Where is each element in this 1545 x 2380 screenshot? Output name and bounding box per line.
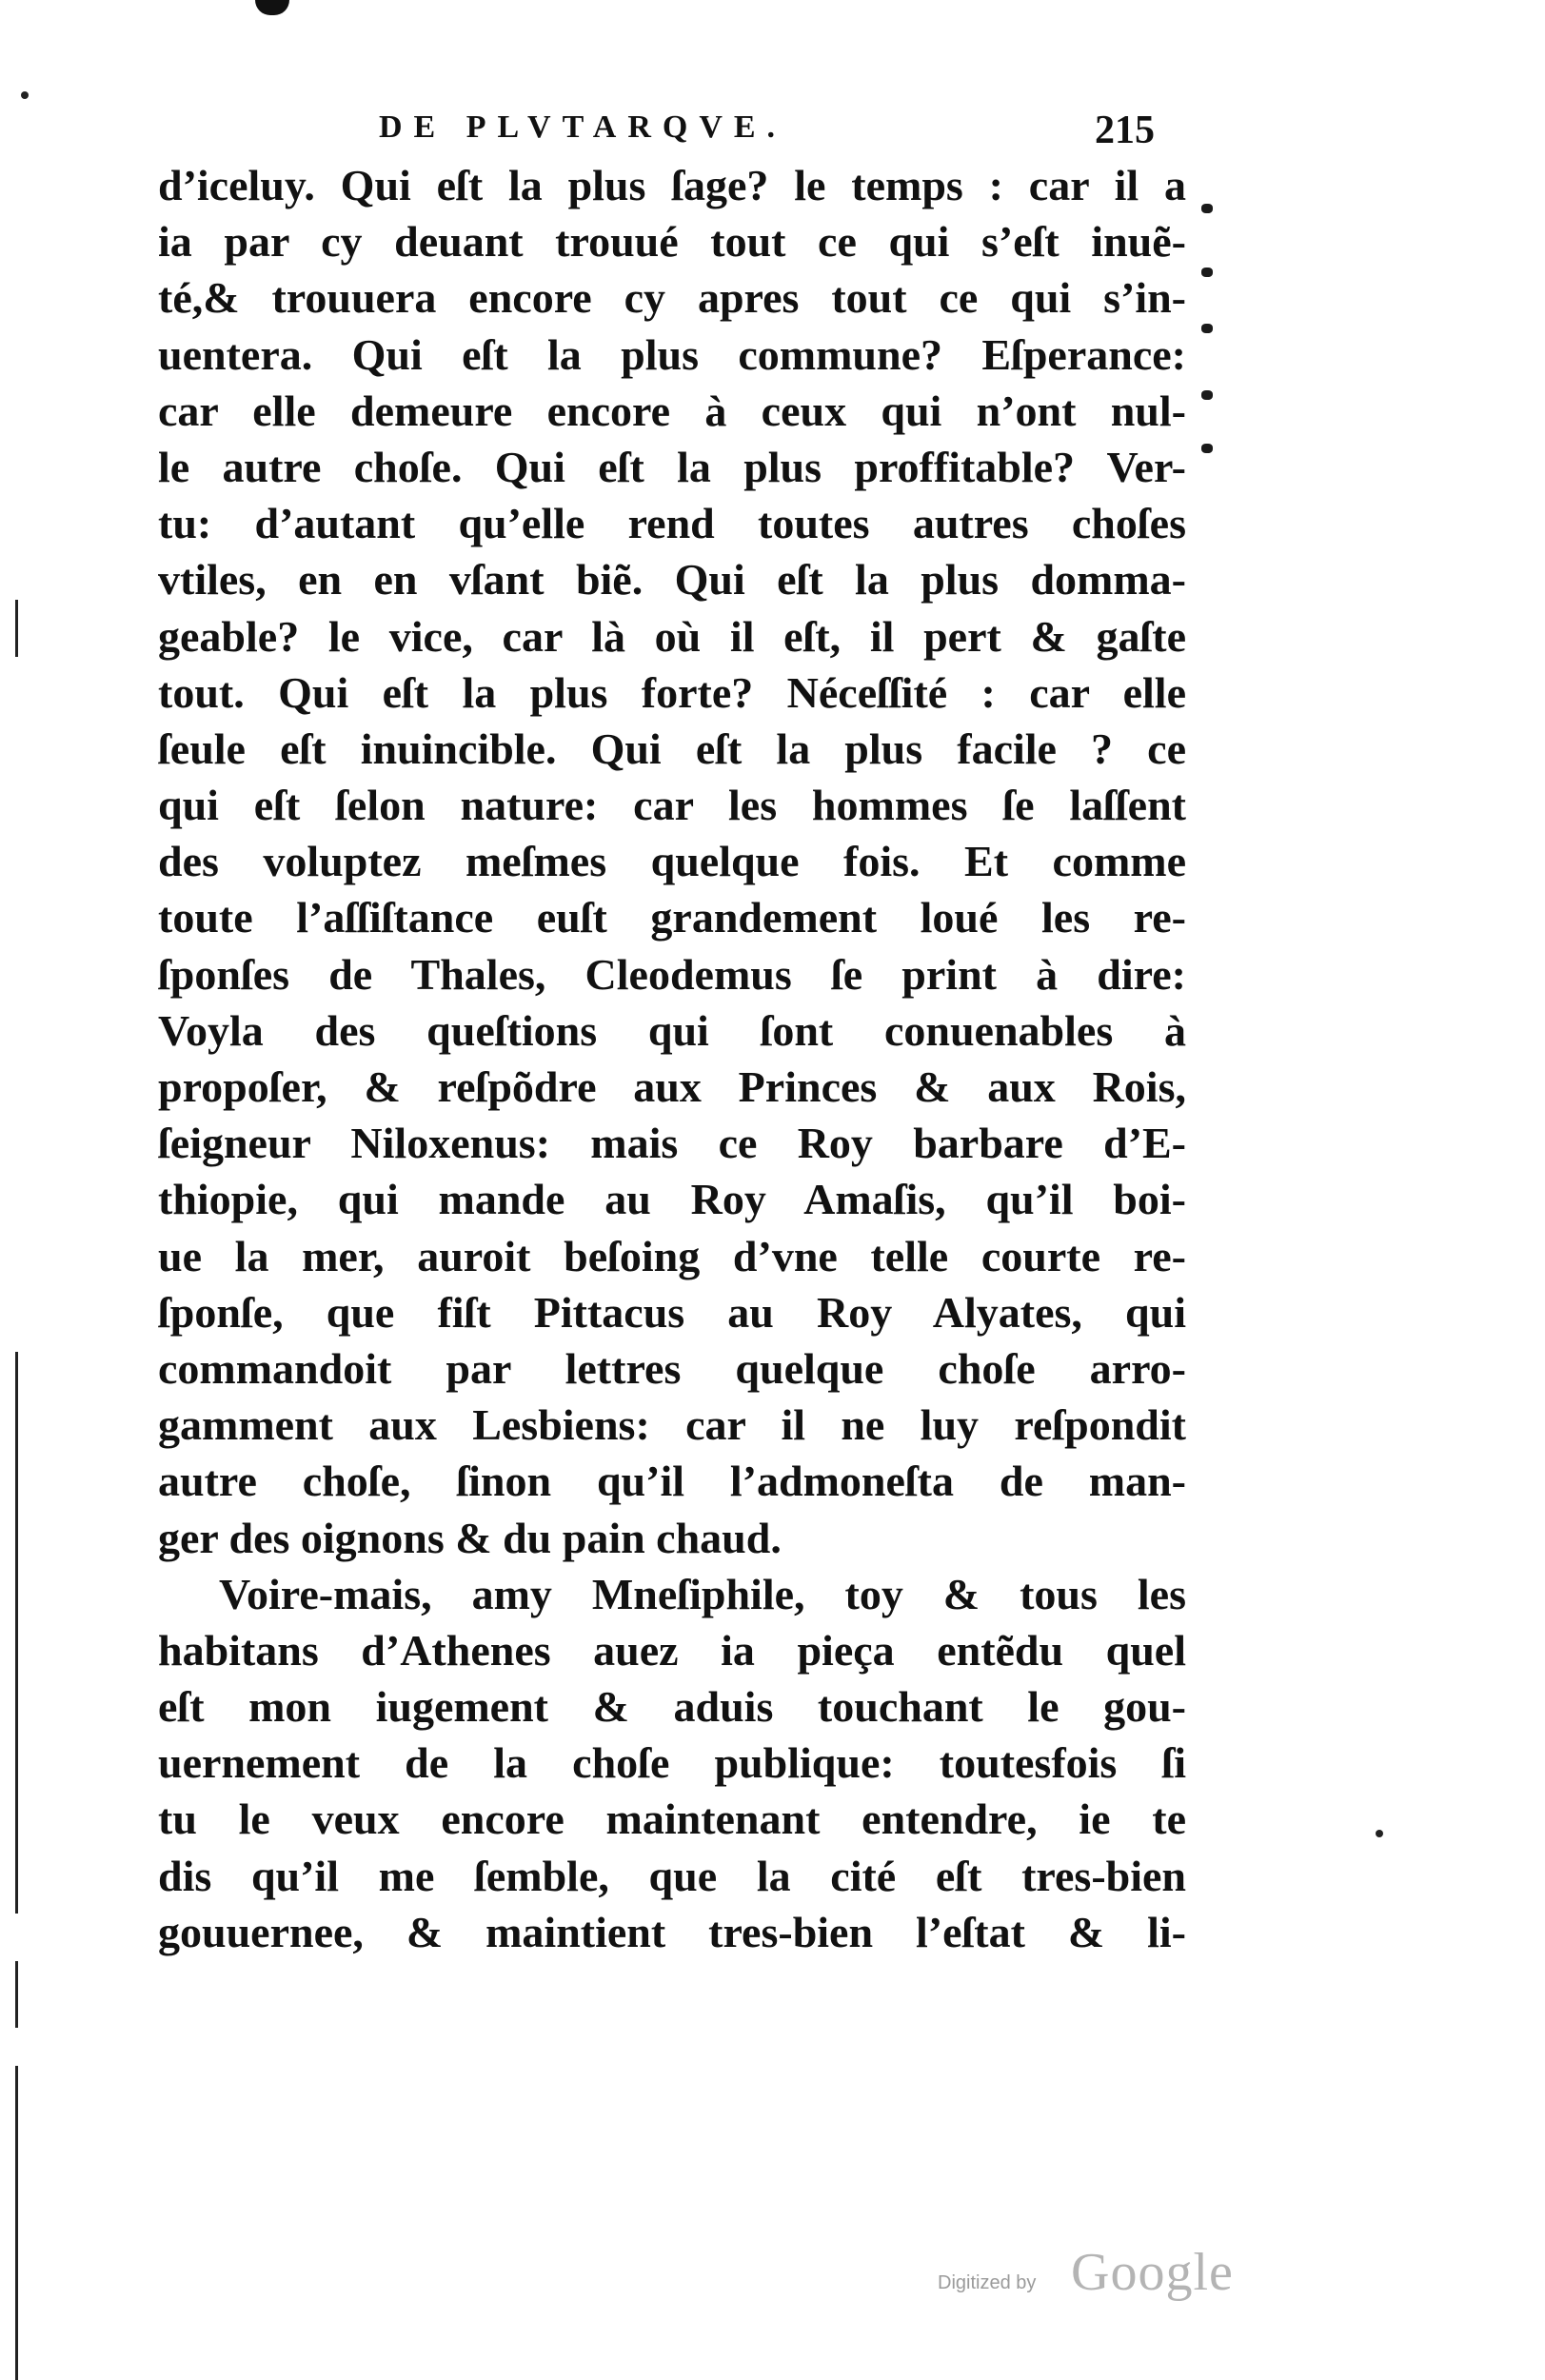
text-line: gamment aux Lesbiens: car il ne luy reſpondit — [158, 1400, 1186, 1450]
text-line: ſeigneur Niloxenus: mais ce Roy barbare d’E- — [158, 1119, 1186, 1168]
text-line: ue la mer, auroit beſoing d’vne telle courte re- — [158, 1231, 1186, 1280]
text-line: Voyla des queſtions qui ſont conuenables à — [158, 1005, 1186, 1055]
page-number: 215 — [1095, 109, 1155, 152]
text-line: vtiles, en en vſant biẽ. Qui eſt la plus domma- — [158, 555, 1186, 605]
margin-mark — [1201, 390, 1213, 400]
text-line: le autre choſe. Qui eſt la plus proffitable? Ver- — [158, 442, 1186, 491]
text-line: propoſer, & reſpõdre aux Princes & aux Rois, — [158, 1062, 1186, 1111]
margin-dot — [1376, 1830, 1383, 1837]
text-line: autre choſe, ſinon qu’il l’admoneſta de man- — [158, 1457, 1186, 1506]
text-line: commandoit par lettres quelque choſe arro- — [158, 1343, 1186, 1393]
margin-rule — [15, 600, 18, 657]
margin-rule — [15, 2066, 18, 2380]
text-line: geable? le vice, car là où il eſt, il pert & gaſte — [158, 611, 1186, 661]
paragraph-end-line: ger des oignons & du pain chaud. — [158, 1513, 782, 1562]
margin-mark — [1201, 268, 1213, 277]
text-line: ſponſe, que fiſt Pittacus au Roy Alyates, qui — [158, 1287, 1186, 1337]
text-line: dis qu’il me ſemble, que la cité eſt tres-bien — [158, 1851, 1186, 1900]
text-line: ſeule eſt inuincible. Qui eſt la plus facile ? ce — [158, 724, 1186, 773]
text-line: des voluptez meſmes quelque fois. Et comme — [158, 837, 1186, 886]
text-line: thiopie, qui mande au Roy Amaſis, qu’il boi- — [158, 1175, 1186, 1224]
google-watermark — [938, 2242, 1337, 2309]
margin-mark — [1201, 324, 1213, 333]
text-line: tu le veux encore maintenant entendre, ie te — [158, 1795, 1186, 1844]
text-line: ia par cy deuant trouué tout ce qui s’eſt inuẽ- — [158, 217, 1186, 267]
margin-rule — [15, 1961, 18, 2028]
text-line: tout. Qui eſt la plus forte? Néceſſité : car elle — [158, 667, 1186, 717]
text-line: habitans d’Athenes auez ia pieça entẽdu quel — [158, 1625, 1186, 1675]
text-line: té,& trouuera encore cy apres tout ce qui s’in- — [158, 273, 1186, 323]
text-line: ſponſes de Thales, Cleodemus ſe print à dire: — [158, 949, 1186, 999]
text-line: uernement de la choſe publique: toutesfois ſi — [158, 1738, 1186, 1788]
margin-mark — [1201, 204, 1213, 213]
text-line: tu: d’autant qu’elle rend toutes autres choſes — [158, 499, 1186, 548]
text-line: eſt mon iugement & aduis touchant le gou- — [158, 1682, 1186, 1732]
text-line: uentera. Qui eſt la plus commune? Eſperance: — [158, 329, 1186, 379]
margin-mark — [1201, 444, 1213, 453]
ink-blot — [255, 0, 289, 15]
text-line: gouuernee, & maintient tres-bien l’eſtat & li- — [158, 1907, 1186, 1956]
text-line: d’iceluy. Qui eſt la plus ſage? le temps : car il a — [158, 161, 1186, 209]
running-head: DE PLVTARQVE. — [379, 109, 787, 145]
text-line: toute l’aſſiſtance euſt grandement loué les re- — [158, 893, 1186, 942]
text-line: qui eſt ſelon nature: car les hommes ſe laſſent — [158, 781, 1186, 830]
text-line: car elle demeure encore à ceux qui n’ont nul- — [158, 386, 1186, 435]
google-logo: Google — [1071, 2243, 1234, 2302]
margin-rule — [15, 1352, 18, 1914]
margin-dot — [21, 91, 29, 99]
body-text — [158, 157, 1186, 1960]
watermark-prefix: Digitized by — [938, 2272, 1037, 2293]
paragraph-start-line: Voire-mais, amy Mneſiphile, toy & tous les — [219, 1569, 1186, 1618]
